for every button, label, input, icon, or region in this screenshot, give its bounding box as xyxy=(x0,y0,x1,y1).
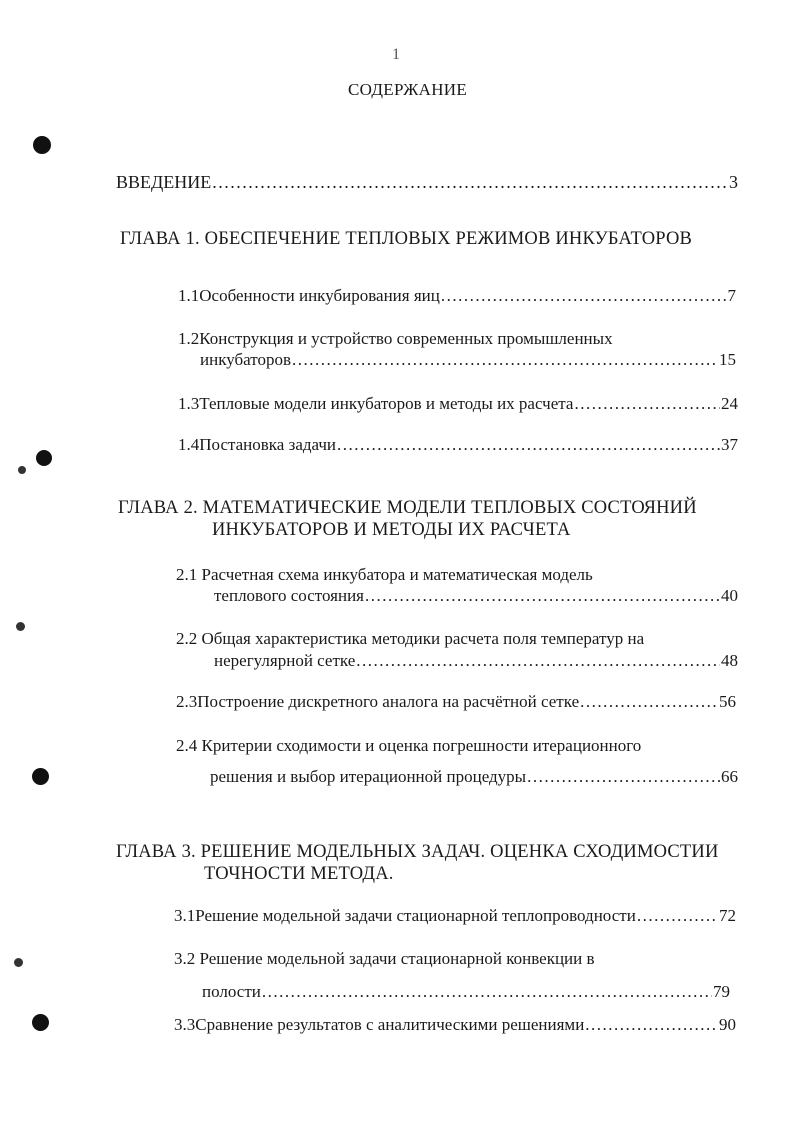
binder-hole-3 xyxy=(32,768,49,785)
toc-entry-text: Решение модельной задачи стационарной теплопроводности xyxy=(195,906,636,925)
toc-entry-page: 90 xyxy=(719,1015,736,1034)
chapter-3-heading-line1: ГЛАВА 3. РЕШЕНИЕ МОДЕЛЬНЫХ ЗАДАЧ. ОЦЕНКА СХОДИМОСТИИ xyxy=(116,842,719,862)
toc-entry-text: теплового состояния xyxy=(214,586,364,605)
toc-entry-number: 3.1 xyxy=(174,906,196,925)
leader-dots xyxy=(262,982,712,1002)
toc-entry-3-1 xyxy=(174,906,736,926)
toc-entry-text: нерегулярной сетке xyxy=(214,651,356,670)
toc-entry-2-2-line2 xyxy=(214,651,738,671)
scan-speck-1 xyxy=(18,466,26,474)
scan-speck-2 xyxy=(16,622,25,631)
toc-entry-number: 1.1 xyxy=(178,286,200,305)
binder-hole-1 xyxy=(33,136,51,154)
toc-entry-number: 2.1 xyxy=(176,565,198,584)
leader-dots xyxy=(337,435,720,455)
toc-entry-page: 56 xyxy=(719,692,736,711)
toc-entry-page: 37 xyxy=(721,435,738,454)
toc-entry-page: 72 xyxy=(719,906,736,925)
toc-entry-text: Решение модельной задачи стационарной конвекции в xyxy=(199,949,595,968)
leader-dots xyxy=(365,586,720,606)
toc-entry-2-1-line1 xyxy=(176,565,593,585)
toc-entry-2-2-line1 xyxy=(176,629,644,649)
page-title: СОДЕРЖАНИЕ xyxy=(348,80,468,99)
leader-dots xyxy=(441,286,727,306)
toc-entry-text: Критерии сходимости и оценка погрешности итерационного xyxy=(201,736,642,755)
toc-entry-number: 2.4 xyxy=(176,736,198,755)
binder-hole-4 xyxy=(32,1014,49,1031)
toc-entry-page: 24 xyxy=(721,394,738,413)
toc-entry-number: 1.4 xyxy=(178,435,200,454)
leader-dots xyxy=(585,1015,718,1035)
toc-entry-number: 1.3 xyxy=(178,394,200,413)
toc-entry-page: 48 xyxy=(721,651,738,670)
toc-entry-text: инкубаторов xyxy=(200,350,291,369)
leader-dots xyxy=(580,692,718,712)
toc-entry-2-3 xyxy=(176,692,736,712)
leader-dots xyxy=(292,350,718,370)
toc-entry-1-3 xyxy=(178,394,738,414)
toc-entry-text: решения и выбор итерационной процедуры xyxy=(210,767,527,786)
toc-entry-number: 3.2 xyxy=(174,949,196,968)
page-number: 1 xyxy=(392,46,400,63)
toc-entry-text: Сравнение результатов с аналитическими решениями xyxy=(195,1015,585,1034)
toc-entry-2-4-line1 xyxy=(176,736,641,756)
toc-entry-text: Построение дискретного аналога на расчётной сетке xyxy=(197,692,580,711)
toc-entry-text: полости xyxy=(202,982,261,1001)
chapter-3-heading-line2: ТОЧНОСТИ МЕТОДА. xyxy=(204,864,394,884)
toc-entry-text: Конструкция и устройство современных промышленных xyxy=(199,329,613,348)
toc-entry-1-2-line2 xyxy=(200,350,736,370)
toc-entry-number: 2.2 xyxy=(176,629,198,648)
toc-entry-2-1-line2 xyxy=(214,586,738,606)
chapter-2-heading-line1: ГЛАВА 2. МАТЕМАТИЧЕСКИЕ МОДЕЛИ ТЕПЛОВЫХ СОСТОЯНИЙ xyxy=(118,498,697,518)
scan-speck-3 xyxy=(14,958,23,967)
toc-entry-page: 40 xyxy=(721,586,738,605)
chapter-1-heading: ГЛАВА 1. ОБЕСПЕЧЕНИЕ ТЕПЛОВЫХ РЕЖИМОВ ИНКУБАТОРОВ xyxy=(120,229,693,249)
toc-entry-1-2-line1 xyxy=(178,329,613,349)
toc-entry-intro xyxy=(116,172,738,193)
binder-hole-2 xyxy=(36,450,52,466)
toc-entry-2-4-line2 xyxy=(210,767,738,787)
toc-entry-3-2-line2 xyxy=(202,982,730,1002)
toc-entry-label: ВВЕДЕНИЕ xyxy=(116,172,212,192)
toc-entry-3-2-line1 xyxy=(174,949,595,969)
toc-entry-text: Расчетная схема инкубатора и математическая модель xyxy=(201,565,593,584)
leader-dots xyxy=(356,651,720,671)
toc-entry-text: Постановка задачи xyxy=(199,435,337,454)
leader-dots xyxy=(574,394,720,414)
toc-entry-text: Особенности инкубирования яиц xyxy=(199,286,440,305)
toc-entry-number: 2.3 xyxy=(176,692,198,711)
toc-entry-1-1 xyxy=(178,286,736,306)
toc-entry-page: 3 xyxy=(729,172,738,192)
toc-entry-3-3 xyxy=(174,1015,736,1035)
leader-dots xyxy=(527,767,720,787)
toc-entry-page: 79 xyxy=(713,982,730,1001)
toc-entry-page: 15 xyxy=(719,350,736,369)
toc-entry-number: 3.3 xyxy=(174,1015,196,1034)
toc-entry-number: 1.2 xyxy=(178,329,200,348)
leader-dots xyxy=(637,906,718,926)
toc-entry-page: 66 xyxy=(721,767,738,786)
leader-dots xyxy=(212,172,728,193)
chapter-2-heading-line2: ИНКУБАТОРОВ И МЕТОДЫ ИХ РАСЧЕТА xyxy=(212,520,571,540)
toc-entry-text: Тепловые модели инкубаторов и методы их расчета xyxy=(199,394,574,413)
toc-entry-text: Общая характеристика методики расчета поля температур на xyxy=(201,629,645,648)
toc-entry-1-4 xyxy=(178,435,738,455)
toc-entry-page: 7 xyxy=(727,286,736,305)
